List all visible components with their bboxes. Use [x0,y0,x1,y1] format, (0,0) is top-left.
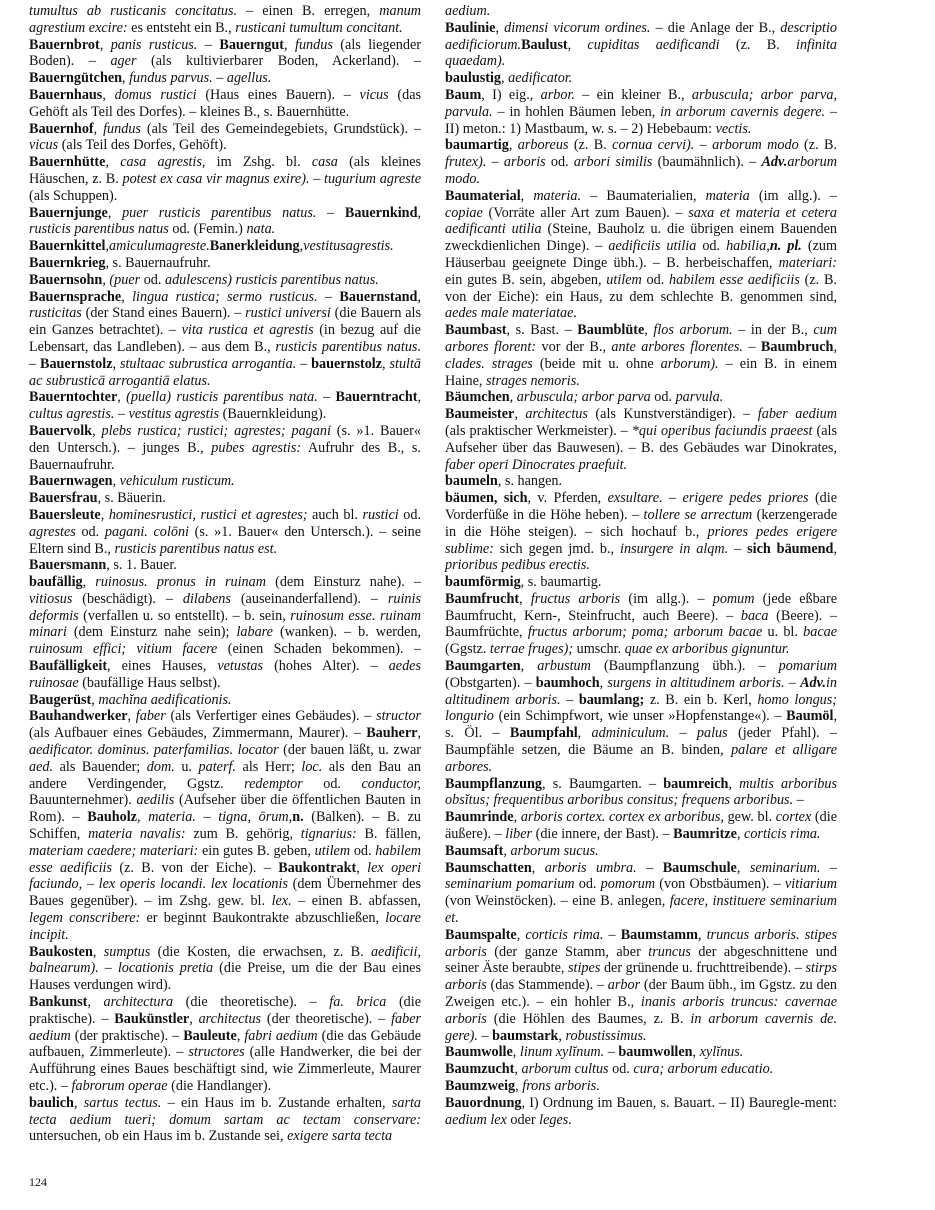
dictionary-entry: Baumaterial, materia. – Baumaterialien, materia (im allg.). – copiae (Vorräte aller Art zum Bauen). – saxa et materia et cetera aedificanti utilia (Steine, Bauholz u. die übrigen einem Bauenden zweckdienlichen Dinge). – aedificiis utilia od. habilia,n. pl. (zum Häuserbau geeignete Dinge übh.). – B. herbeischaffen, materiari: ein gutes B. sein, abgeben, utilem od. habilem esse aedificiis (z. B. von der Eiche): ein Haus, zu dem schlechte B. genommen sind, aedes male materiatae. [445,187,837,322]
right-column [445,3,837,1128]
dictionary-entry: tumultus ab rusticanis concitatus. – einen B. erregen, manum agrestium excire: es entsteht ein B., rusticani tumultum concitant. [29,3,422,36]
dictionary-entry: baufällig, ruinosus. pronus in ruinam (dem Einsturz nahe). – vitiosus (beschädigt). – dilabens (auseinanderfallend). – ruinis deformis (verfallen u. so entstellt). – b. sein, ruinosum esse. ruinam minari (dem Einsturz nahe sein); labare (wanken). – b. werden, ruinosum effici; vitium facere (einen Schaden bekommen). – Baufälligkeit, eines Hauses, vetustas (hohes Alter). – aedes ruinosae (baufällige Haus selbst). [29,574,422,691]
dictionary-entry: Bauernjunge, puer rusticis parentibus natus. – Bauernkind, rusticis parentibus natus od. (Femin.) nata. [29,204,422,238]
dictionary-entry: Baulinie, dimensi vicorum ordines. – die Anlage der B., descriptio aedificiorum.Baulust, cupiditas aedificandi (z. B. infinita quaedam). [445,19,837,70]
dictionary-entry: Bauernkittel,amiculumagreste.Banerkleidung,vestitusagrestis. [29,238,394,255]
dictionary-entry: Baumgarten, arbustum (Baumpflanzung übh.). – pomarium (Obstgarten). – baumhoch, surgens in altitudinem arboris. – Adv.in altitudinem arboris. – baumlang; z. B. ein b. Kerl, homo longus; longurio (ein Schimpfwort, wie unser »Hopfenstange«). – Baumöl, s. Öl. – Baumpfahl, adminiculum. – palus (jeder Pfahl). – Baumpfähle setzen, die Bäume an B. binden, palare et alligare arbores. [445,658,838,775]
dictionary-entry: Baumschatten, arboris umbra. – Baumschule, seminarium. – seminarium pomarium od. pomorum (von Obstbäumen). – vitiarium (von Weinstöcken). – eine B. anlegen, facere, instituere seminarium et. [445,859,838,927]
dictionary-entry: Bauordnung, I) Ordnung im Bauen, s. Bauart. – II) Bauregle-ment: aedium lex oder leges. [445,1094,837,1128]
dictionary-entry: Baumzweig, frons arboris. [445,1078,600,1094]
dictionary-entry: Bauersmann, s. 1. Bauer. [29,557,177,574]
dictionary-entry: baumeln, s. hangen. [445,473,563,490]
dictionary-entry: Baumspalte, corticis rima. – Baumstamm, truncus arboris. stipes arboris (der ganze Stamm, aber truncus der abgeschnittene und seiner Äste beraubte, stipes der grünende u. fruchttreibende). – stirps arboris (das Stammende). – arbor (der Baum übh., im Ggstz. zu den Zweigen etc.). – ein hohler B., inanis arboris truncus: cavernae arboris (die Höhlen des Baumes, z. B. in arborum cavernis de. gere). – baumstark, robustissimus. [445,926,838,1044]
left-column [29,3,421,1145]
dictionary-entry: Bauernhütte, casa agrestis, im Zshg. bl. casa (als kleines Häuschen, z. B. potest ex casa vir magnus exire). – tugurium agreste (als Schuppen). [29,154,422,204]
dictionary-entry: bäumen, sich, v. Pferden, exsultare. – erigere pedes priores (die Vorderfüße in die Höhe heben). – tollere se arrectum (kerzengerade in die Höhe steigen). – sich hochauf b., priores pedes erigere sublime: sich gegen jmd. b., insurgere in alqm. – sich bäumend, prioribus pedibus erectis. [445,490,838,574]
dictionary-entry: Bauersleute, hominesrustici, rustici et agrestes; auch bl. rustici od. agrestes od. pagani. colōni (s. »1. Bauer« den Untersch.). – seine Eltern sind B., rusticis parentibus natus est. [29,506,422,557]
dictionary-entry: Baumeister, architectus (als Kunstverständiger). – faber aedium (als praktischer Werkmeister). – *qui operibus faciundis praeest (als Aufseher über das Bauwesen). – B. des Gebäudes war Dinokrates, faber operi Dinocrates praefuit. [445,406,837,473]
dictionary-entry: baumartig, arboreus (z. B. cornua cervi). – arborum modo (z. B. frutex). – arboris od. arbori similis (baumähnlich). – Adv.arborum modo. [445,137,837,187]
dictionary-entry: aedium. [445,3,491,19]
dictionary-entry: Baumwolle, linum xylĭnum. – baumwollen, xylĭnus. [445,1044,744,1061]
dictionary-entry: baulich, sartus tectus. – ein Haus im b. Zustande erhalten, sarta tecta aedium tueri; domum sartam ac tectam conservare: untersuchen, ob ein Haus im b. Zustande sei, exigere sarta tecta [29,1094,421,1145]
dictionary-entry: Baumzucht, arborum cultus od. cura; arborum educatio. [445,1061,774,1078]
dictionary-entry: Bauervolk, plebs rustica; rustici; agrestes; pagani (s. »1. Bauer« den Untersch.). – junges B., pubes agrestis: Aufruhr des B., s. Bauernaufruhr. [29,422,421,473]
dictionary-entry: Baumfrucht, fructus arboris (im allg.). – pomum (jede eßbare Baumfrucht, Kern-, Steinfrucht, auch Beere). – baca (Beere). – Baumfrüchte, fructus arborum; poma; arborum bacae u. bl. bacae (Ggstz. terrae fruges); umschr. quae ex arboribus gignuntur. [445,590,838,658]
dictionary-entry: Baumsaft, arborum sucus. [445,842,599,859]
dictionary-entry: Bauernkrieg, s. Bauernaufruhr. [29,254,211,271]
dictionary-entry: Bauersfrau, s. Bäuerin. [29,490,166,507]
dictionary-entry: Bauernsohn, (puer od. adulescens) rusticis parentibus natus. [29,271,379,288]
dictionary-entry: Bauernhof, fundus (als Teil des Gemeindegebiets, Grundstück). – vicus (als Teil des Dorfes, Gehöft). [29,120,421,154]
dictionary-entry: Bauhandwerker, faber (als Verfertiger eines Gebäudes). – structor (als Aufbauer eines Gebäudes, Zimmermann, Maurer). – Bauherr, aedificator. dominus. paterfamilias. locator (der bauen läßt, u. zwar aed. als Bauender; dom. u. paterf. als Herr; loc. als den Bau an andere Verdingender, Ggstz. redemptor od. conductor, Bauunternehmer). aedilis (Aufseher über die öffentlichen Bauten in Rom). – Bauholz, materia. – tigna, ōrum,n. (Balken). – B. zu Schiffen, materia navalis: zum B. gehörig, tignarius: B. fällen, materiam caedere; materiari: ein gutes B. geben, utilem od. habilem esse aedificiis (z. B. von der Eiche). – Baukontrakt, lex operi faciundo, – lex operis locandi. lex locationis (dem Übernehmer des Baues gegenüber). – im Zshg. gew. bl. lex. – einen B. abfassen, legem conscribere: er beginnt Baukontrakte abzuschließen, locare incipit. [29,708,422,943]
dictionary-entry: Baukosten, sumptus (die Kosten, die erwachsen, z. B. aedificii, balnearum). – locationis pretia (die Preise, um die der Bau eines Hauses verdungen wird). [29,943,421,994]
dictionary-entry: baulustig, aedificator. [445,70,573,87]
dictionary-entry: Baum, I) eig., arbor. – ein kleiner B., arbuscula; arbor parva, parvula. – in hohlen Bäumen leben, in arborum cavernis degere. – II) meton.: 1) Mastbaum, w. s. – 2) Hebebaum: vectis. [445,86,838,137]
page-number: 124 [29,1175,47,1189]
dictionary-entry: Baumbast, s. Bast. – Baumblüte, flos arborum. – in der B., cum arbores florent: vor der B., ante arbores florentes. – Baumbruch, clades. strages (beide mit u. ohne arborum). – ein B. in einem Haine, strages nemoris. [445,322,837,389]
dictionary-entry: baumförmig, s. baumartig. [445,574,602,591]
dictionary-entry: Bauernwagen, vehiculum rusticum. [29,473,235,490]
dictionary-entry: Bankunst, architectura (die theoretische). – fa. brica (die praktische). – Baukünstler, architectus (der theoretische). – faber aedium (der praktische). – Bauleute, fabri aedium (die das Gebäude aufbauen, Zimmerleute). – structores (alle Handwerker, die bei der Aufführung eines Baues beschäftigt sind, wie Zimmerleute, Maurer etc.). – fabrorum operae (die Handlanger). [29,994,422,1094]
dictionary-entry: Bäumchen, arbuscula; arbor parva od. parvula. [445,389,724,406]
dictionary-entry: Baugerüst, machĭna aedificationis. [29,691,232,708]
dictionary-entry: Bauernbrot, panis rusticus. – Bauerngut, fundus (als liegender Boden). – ager (als kultivierbarer Boden, Ackerland). – Bauerngütchen, fundus parvus. – agellus. [29,36,422,87]
dictionary-entry: Bauernhaus, domus rustici (Haus eines Bauern). – vicus (das Gehöft als Teil des Dorfes). – kleines B., s. Bauernhütte. [29,86,422,120]
dictionary-entry: Baumpflanzung, s. Baumgarten. – baumreich, multis arboribus obsĭtus; frequentibus arboribus consitus; frequens arboribus. – [445,775,837,809]
dictionary-entry: Bauernsprache, lingua rustica; sermo rusticus. – Bauernstand, rusticitas (der Stand eines Bauern). – rustici universi (die Bauern als ein Ganzes betrachtet). – vita rustica et agrestis (in bezug auf die Lebensart, das Landleben). – aus dem B., rusticis parentibus natus. – Bauernstolz, stultaac subrustica arrogantia. – bauernstolz, stultā ac subrusticā arrogantiā elatus. [29,288,422,389]
dictionary-entry: Bauerntochter, (puella) rusticis parentibus nata. – Bauerntracht, cultus agrestis. – vestitus agrestis (Bauernkleidung). [29,389,422,423]
dictionary-entry: Baumrinde, arboris cortex. cortex ex arboribus, gew. bl. cortex (die äußere). – liber (die innere, der Bast). – Baumritze, corticis rima. [445,809,837,843]
